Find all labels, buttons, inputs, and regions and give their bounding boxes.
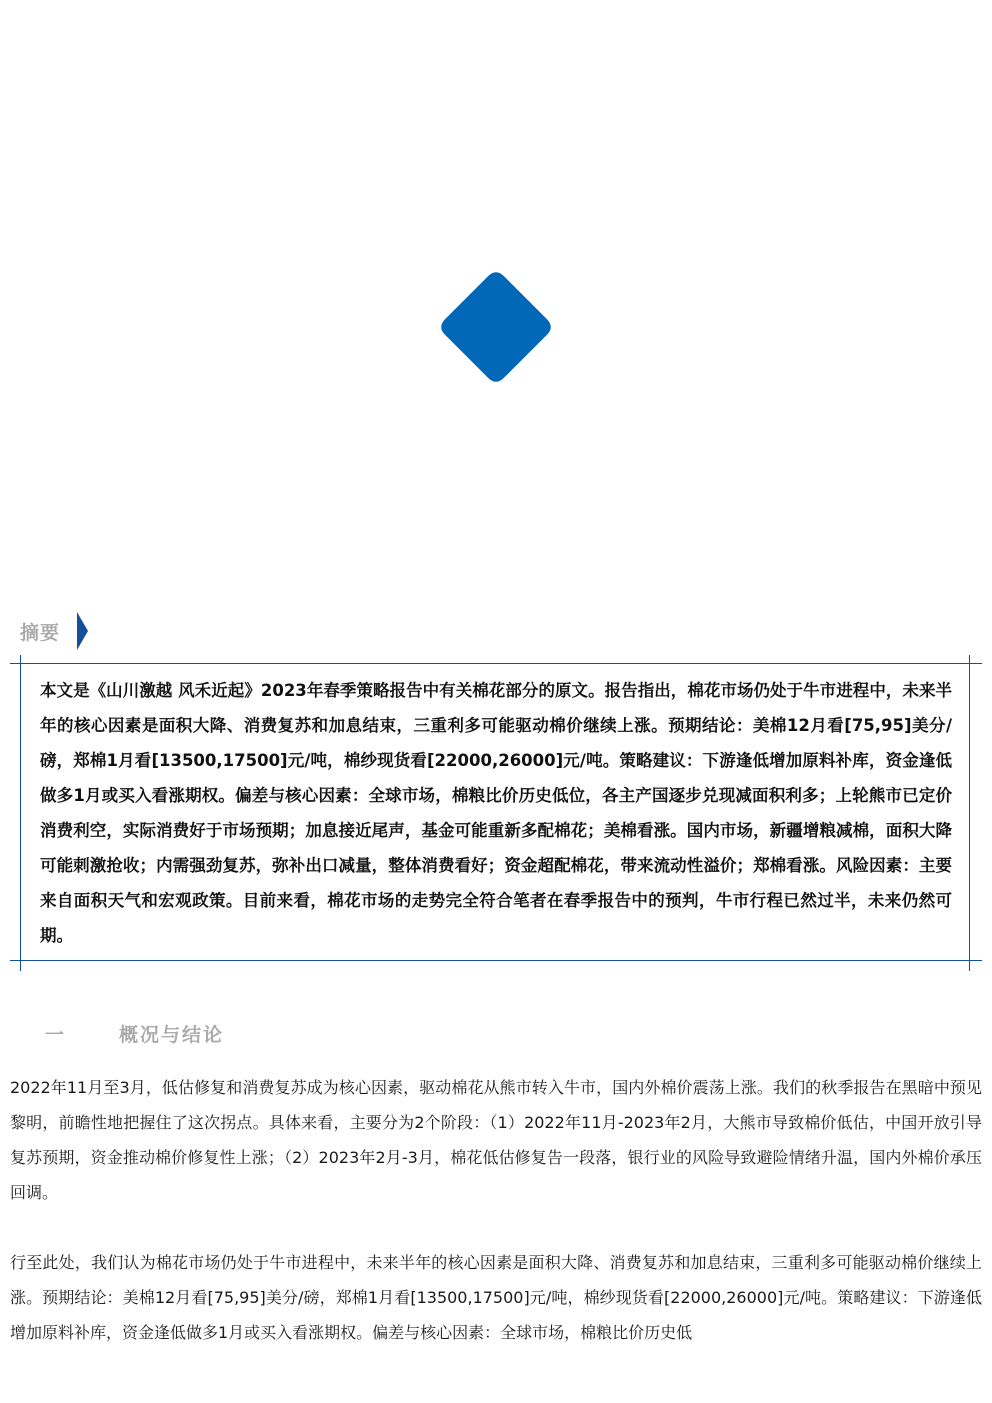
abstract-frame-top-rule (10, 663, 982, 664)
logo-diamond-icon (436, 267, 556, 387)
abstract-text: 本文是《山川激越 风禾近起》2023年春季策略报告中有关棉花部分的原文。报告指出，棉花市场仍处于牛市进程中，未来半年的核心因素是面积大降、消费复苏和加息结束，三重利多可能驱动棉价继续上涨。预期结论：美棉12月看[75,95]美分/磅，郑棉1月看[13500,17500]元/吨，棉纱现货看[22000,26000]元/吨。策略建议：下游逢低增加原料补库，资金逢低做多1月或买入看涨期权。偏差与核心因素：全球市场，棉粮比价历史低位，各主产国逐步兑现减面积利多；上轮熊市已定价消费利空，实际消费好于市场预期；加息接近尾声，基金可能重新多配棉花；美棉看涨。国内市场，新疆增粮减棉，面积大降可能刺激抢收；内需强劲复苏，弥补出口减量，整体消费看好；资金超配棉花，带来流动性溢价；郑棉看涨。风险因素：主要来自面积天气和宏观政策。目前来看，棉花市场的走势完全符合笔者在春季报告中的预判，牛市行程已然过半，未来仍然可期。 (40, 681, 952, 945)
chevron-right-icon (77, 612, 88, 650)
section-title: 概况与结论 (119, 1023, 225, 1046)
abstract-frame-left-rule (20, 655, 21, 971)
abstract-heading (20, 613, 88, 649)
section-number: 一 (45, 1023, 67, 1046)
logo-diamond-shape (441, 272, 551, 382)
abstract-heading-label: 摘要 (20, 621, 61, 644)
section-heading (45, 1018, 224, 1048)
abstract-frame-right-rule (969, 655, 970, 971)
body-paragraph: 2022年11月至3月，低估修复和消费复苏成为核心因素，驱动棉花从熊市转入牛市，国内外棉价震荡上涨。我们的秋季报告在黑暗中预见黎明，前瞻性地把握住了这次拐点。具体来看，主要分为2个阶段：（1）2022年11月-2023年2月，大熊市导致棉价低估，中国开放引导复苏预期，资金推动棉价修复性上涨；（2）2023年2月-3月，棉花低估修复告一段落，银行业的风险导致避险情绪升温，国内外棉价承压回调。 (10, 1078, 982, 1202)
body-paragraph: 行至此处，我们认为棉花市场仍处于牛市进程中，未来半年的核心因素是面积大降、消费复苏和加息结束，三重利多可能驱动棉价继续上涨。预期结论：美棉12月看[75,95]美分/磅，郑棉1月看[13500,17500]元/吨，棉纱现货看[22000,26000]元/吨。策略建议：下游逢低增加原料补库，资金逢低做多1月或买入看涨期权。偏差与核心因素：全球市场，棉粮比价历史低 (10, 1253, 982, 1342)
abstract-frame-bottom-rule (10, 960, 982, 961)
